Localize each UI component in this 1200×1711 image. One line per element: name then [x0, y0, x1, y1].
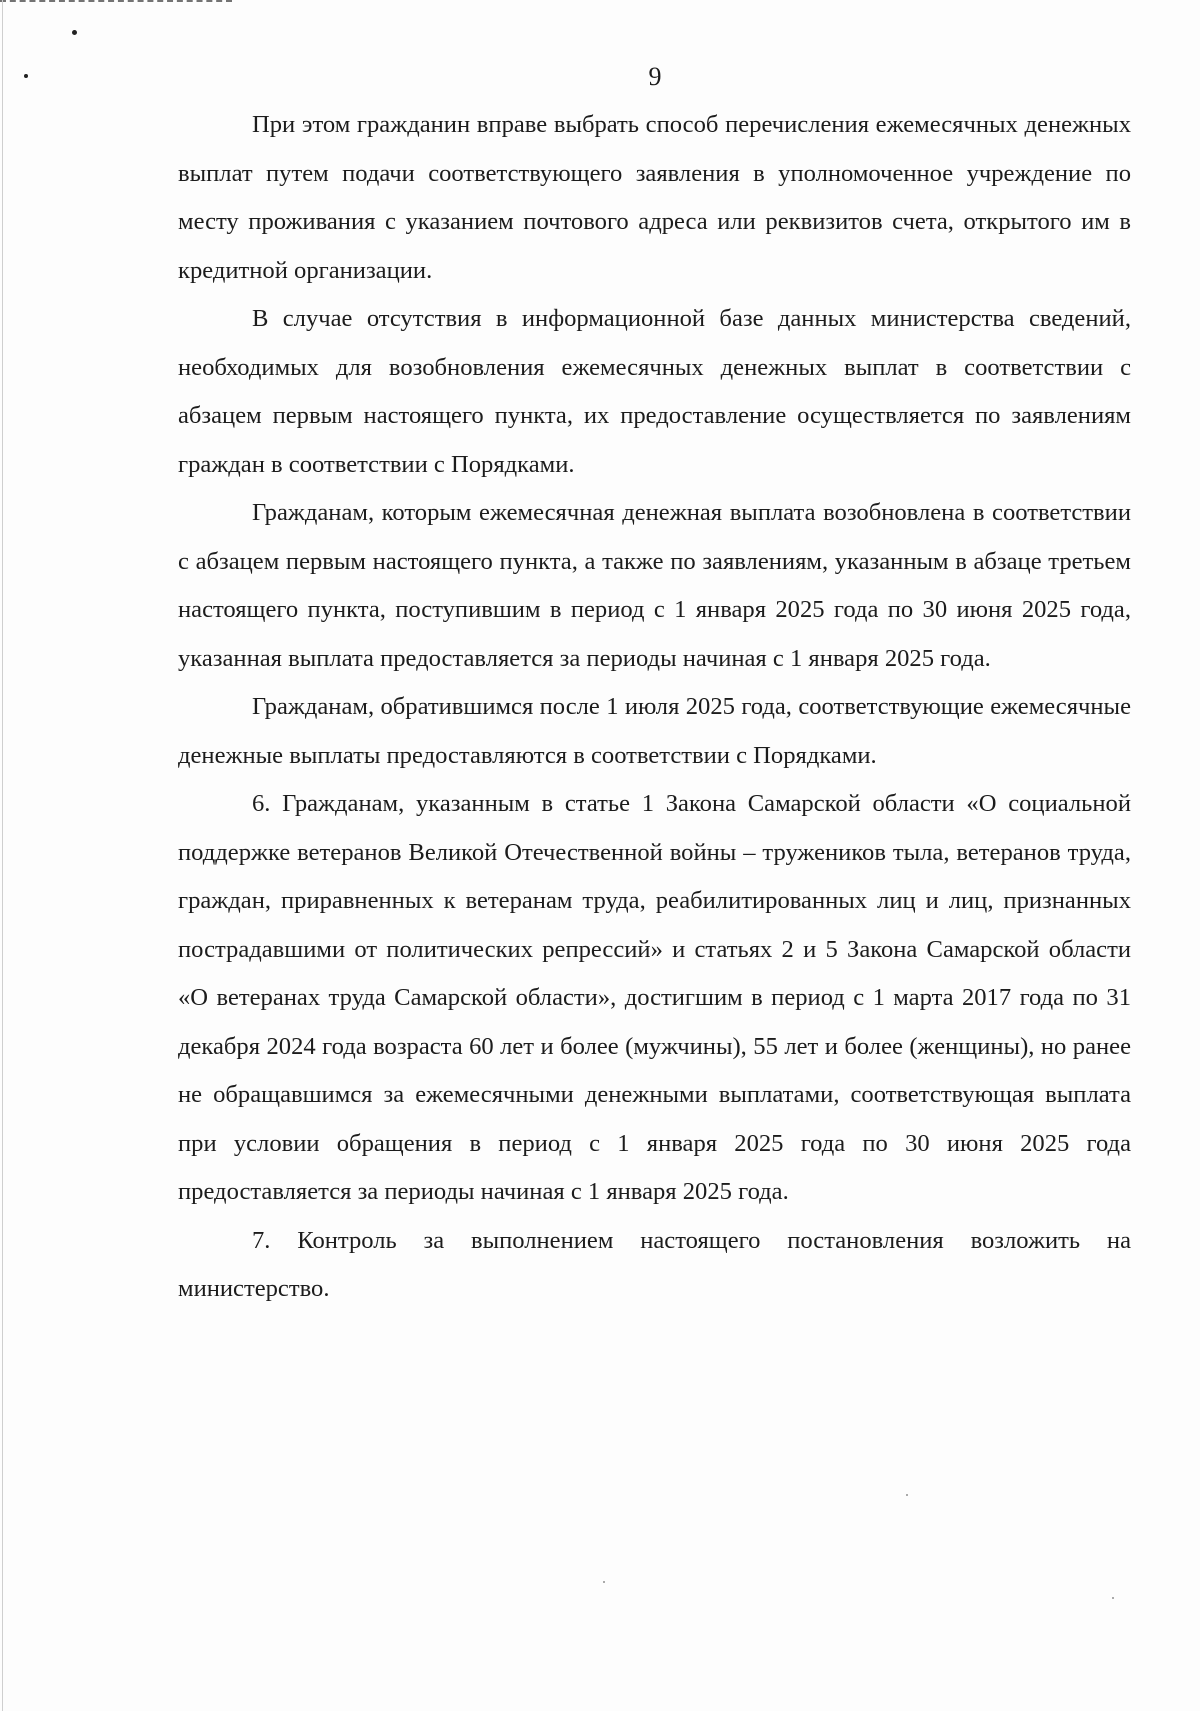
scan-speck: [603, 1581, 605, 1583]
scan-speck: [1112, 1597, 1114, 1599]
paragraph-item-6: 6. Гражданам, указанным в статье 1 Закона Самарской области «О социальной поддержке ветеранов Великой Отечественной войны – тружеников тыла, ветеранов труда, граждан, приравненных к ветеранам труда, реабилитированных лиц и лиц, признанных пострадавшими от политических репрессий» и статьях 2 и 5 Закона Самарской области «О ветеранах труда Самарской области», достигшим в период с 1 марта 2017 года по 31 декабря 2024 года возраста 60 лет и более (мужчины), 55 лет и более (женщины), но ранее не обращавшимся за ежемесячными денежными выплатами, соответствующая выплата при условии обращения в период с 1 января 2025 года по 30 июня 2025 года предоставляется за периоды начиная с 1 января 2025 года.: [178, 790, 1131, 1205]
paragraph-item-7: 7. Контроль за выполнением настоящего постановления возложить на министерство.: [178, 1226, 1131, 1302]
scan-edge-line: [2, 0, 3, 1711]
page-number: 9: [648, 62, 662, 91]
paragraph-payment-method: При этом гражданин вправе выбрать способ перечисления ежемесячных денежных выплат путем подачи соответствующего заявления в уполномоченное учреждение по месту проживания с указанием почтового адреса или реквизитов счета, открытого им в кредитной организации.: [178, 111, 1131, 284]
document-body: [178, 101, 1131, 1314]
scan-edge-mark: [0, 0, 232, 4]
paragraph-resumed-payments: Гражданам, которым ежемесячная денежная выплата возобновлена в соответствии с абзацем первым настоящего пункта, а также по заявлениям, указанным в абзаце третьем настоящего пункта, поступившим в период с 1 января 2025 года по 30 июня 2025 года, указанная выплата предоставляется за периоды начиная с 1 января 2025 года.: [178, 499, 1131, 672]
scan-speck: [72, 30, 77, 35]
paragraph-after-july: Гражданам, обратившимся после 1 июля 2025 года, соответствующие ежемесячные денежные выплаты предоставляются в соответствии с Порядками.: [178, 693, 1131, 769]
scan-speck: [906, 1494, 908, 1496]
paragraph-missing-data: В случае отсутствия в информационной базе данных министерства сведений, необходимых для возобновления ежемесячных денежных выплат в соответствии с абзацем первым настоящего пункта, их предоставление осуществляется по заявлениям граждан в соответствии с Порядками.: [178, 305, 1131, 478]
